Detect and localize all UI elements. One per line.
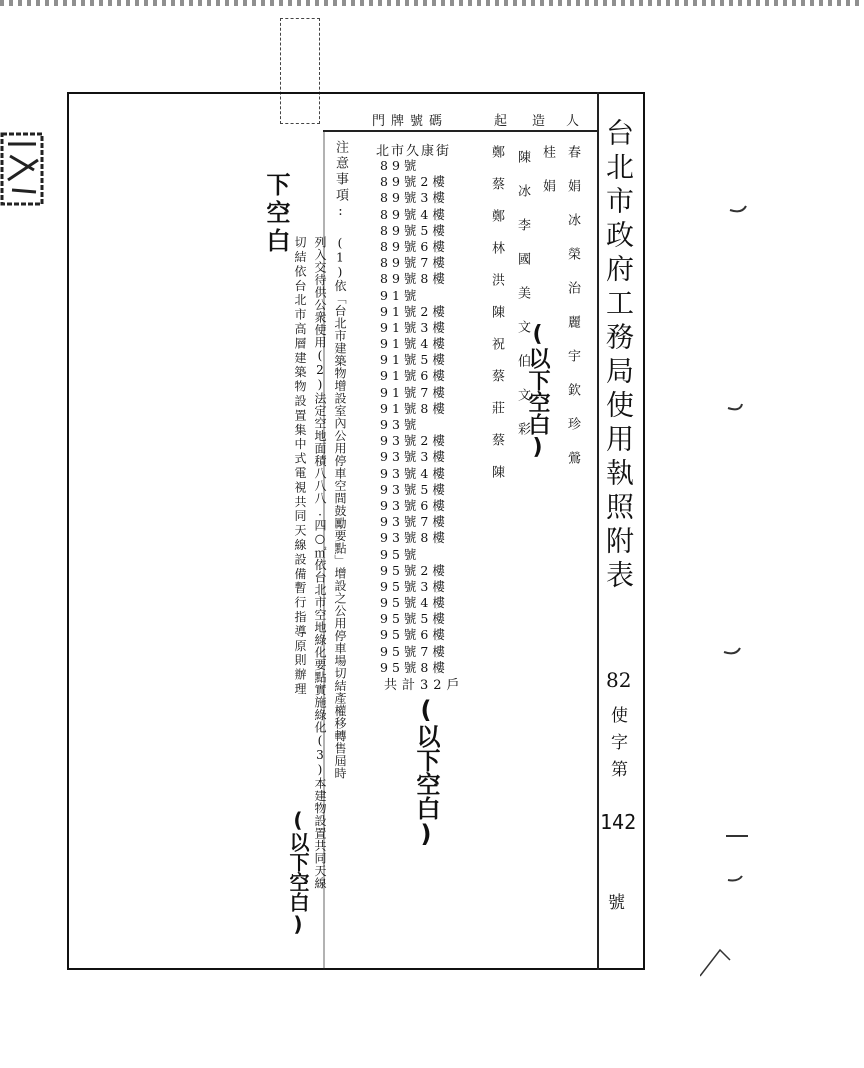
owner-column: 春 娟 冰 榮 治 麗 宇 欽 珍 鶯: [565, 145, 580, 467]
address-entry: 91號7樓: [380, 384, 449, 400]
notes-line-3: 切結依台北市高層建築物設置集中式電視共同天線設備暫行指導原則辦理: [293, 236, 307, 697]
address-entry: 91號6樓: [380, 368, 449, 384]
address-entry: 91號2樓: [380, 303, 449, 319]
address-entry: 89號8樓: [380, 271, 449, 287]
address-entry: 93號8樓: [380, 530, 449, 546]
address-entry: 95號2樓: [380, 562, 449, 578]
address-entry: 93號: [380, 417, 421, 432]
notes-line-1: (1)依「台北市建築物增設室內公用停車空間鼓勵要點」增設之公用停車場切結產權移轉售屆時: [333, 236, 347, 780]
margin-blank-note: 下空白: [262, 172, 290, 256]
address-entry: 91號8樓: [380, 400, 449, 416]
notes-line-2: 列入交待供公衆使用(2)法定空地面積八八八.四○㎡依台北市空地綠化要點實施綠化(3)本建物設置共同天線: [313, 236, 327, 890]
address-entry: 93號3樓: [380, 449, 449, 465]
permit-prefix-char: 使: [607, 706, 627, 733]
address-entry: 95號4樓: [380, 595, 449, 611]
address-entry: 95號: [380, 546, 421, 562]
address-entry: 93號5樓: [380, 481, 449, 497]
form-frame: [67, 92, 645, 970]
address-entry: 93號2樓: [380, 433, 449, 449]
address-entry: 91號4樓: [380, 336, 449, 352]
partial-stamp-mark: [0, 130, 46, 208]
address-entry: 91號: [380, 287, 421, 303]
address-entry: 89號4樓: [380, 206, 449, 222]
document-title: 台北市政府工務局使用執照附表: [602, 118, 635, 594]
header-divider: [323, 130, 597, 132]
address-entry: 89號7樓: [380, 255, 449, 271]
address-entry: 95號6樓: [380, 627, 449, 643]
address-list: [380, 158, 449, 676]
owner-column: 陳 冰 李 國 美 文 伯 文 彩: [515, 150, 530, 438]
address-entry: 95號8樓: [380, 659, 449, 675]
header-start: 起: [494, 114, 508, 129]
address-entry: 95號3樓: [380, 578, 449, 594]
address-blank-note: (以下空白): [412, 696, 440, 848]
owner-column: 桂 娟: [540, 145, 555, 195]
header-address: 門牌號碼: [372, 114, 449, 129]
address-entry: 93號6樓: [380, 497, 449, 513]
address-entry: 93號7樓: [380, 514, 449, 530]
permit-prefix-char: 字: [607, 733, 627, 760]
address-total: 共計32戶: [384, 678, 465, 693]
title-column-divider: [597, 92, 599, 970]
owner-column: 鄭 蔡 鄭 林 洪 陳 祝 蔡 莊 蔡 陳: [489, 145, 504, 480]
address-street: 北市久康街: [376, 144, 452, 159]
permit-suffix: 號: [608, 893, 625, 913]
address-entry: 95號5樓: [380, 611, 449, 627]
permit-prefix-char: 第: [607, 760, 627, 787]
permit-number: 142: [600, 810, 637, 834]
address-entry: 91號5樓: [380, 352, 449, 368]
address-entry: 89號: [380, 158, 421, 173]
address-entry: 89號6樓: [380, 238, 449, 254]
address-entry: 89號2樓: [380, 174, 449, 190]
scan-marks: [700, 180, 790, 1030]
scan-top-edge: [0, 0, 864, 6]
notes-blank-note: (以下空白): [286, 808, 310, 936]
address-entry: 91號3樓: [380, 319, 449, 335]
address-entry: 89號5樓: [380, 222, 449, 238]
header-person: 人: [566, 114, 580, 129]
permit-prefix: [608, 706, 625, 787]
notes-label: 注意事項:: [333, 140, 348, 222]
permit-year: 82: [606, 668, 632, 692]
owner-blank-note: (以下空白): [525, 322, 550, 460]
header-builder: 造: [532, 114, 546, 129]
address-entry: 89號3樓: [380, 190, 449, 206]
address-entry: 95號7樓: [380, 643, 449, 659]
address-entry: 93號4樓: [380, 465, 449, 481]
